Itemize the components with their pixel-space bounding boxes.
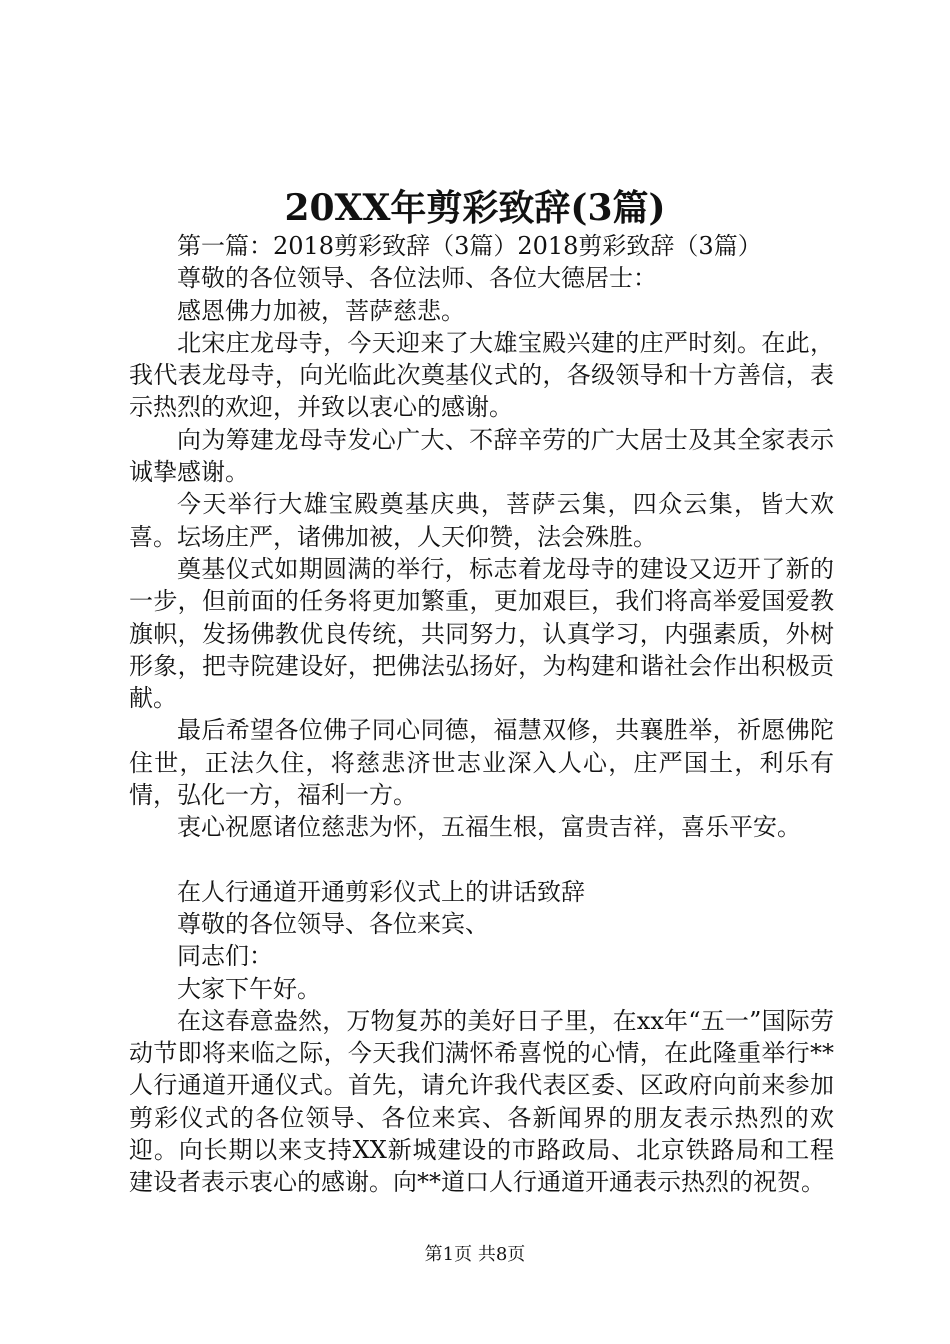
- section-heading: 在人行通道开通剪彩仪式上的讲话致辞: [177, 877, 585, 906]
- document-title: 20XX年剪彩致辞(3篇): [284, 187, 666, 229]
- page-number-footer: 第1页 共8页: [424, 1244, 526, 1265]
- paragraph: 感恩佛力加被，菩萨慈悲。: [177, 296, 465, 325]
- paragraph: 第一篇：2018剪彩致辞（3篇）2018剪彩致辞（3篇）: [177, 232, 762, 260]
- paragraph: 衷心祝愿诸位慈悲为怀，五福生根，富贵吉祥，喜乐平安。: [177, 813, 801, 842]
- paragraph: 最后希望各位佛子同心同德，福慧双修，共襄胜举，祈愿佛陀住世，正法久住，将慈悲济世志业深入人心，庄严国土，利乐有情，弘化一方，福利一方。: [129, 716, 834, 810]
- paragraph: 向为筹建龙母寺发心广大、不辞辛劳的广大居士及其全家表示诚挚感谢。: [129, 425, 834, 487]
- paragraph: 北宋庄龙母寺，今天迎来了大雄宝殿兴建的庄严时刻。在此，我代表龙母寺，向光临此次奠基仪式的，各级领导和十方善信，表示热烈的欢迎，并致以衷心的感谢。: [129, 328, 834, 422]
- paragraph: 在这春意盎然，万物复苏的美好日子里，在xx年“五一”国际劳动节即将来临之际，今天我们满怀希喜悦的心情，在此隆重举行**人行通道开通仪式。首先，请允许我代表区委、区政府向前来参加剪彩仪式的各位领导、各位来宾、各新闻界的朋友表示热烈的欢迎。向长期以来支持XX新城建设的市路政局、北京铁路局和工程建设者表示衷心的感谢。向**道口人行通道开通表示热烈的祝贺。: [129, 1006, 834, 1197]
- paragraph: 同志们：: [177, 942, 273, 971]
- paragraph: 大家下午好。: [177, 974, 321, 1003]
- document-body: [129, 230, 834, 1199]
- section-divider: [129, 844, 834, 876]
- paragraph: 今天举行大雄宝殿奠基庆典，菩萨云集，四众云集，皆大欢喜。坛场庄严，诸佛加被，人天仰赞，法会殊胜。: [129, 490, 834, 551]
- paragraph: 尊敬的各位领导、各位法师、各位大德居士：: [177, 264, 657, 293]
- paragraph: 奠基仪式如期圆满的举行，标志着龙母寺的建设又迈开了新的一步，但前面的任务将更加繁重，更加艰巨，我们将高举爱国爱教旗帜，发扬佛教优良传统，共同努力，认真学习，内强素质，外树形象，把寺院建设好，把佛法弘扬好，为构建和谐社会作出积极贡献。: [129, 554, 834, 713]
- paragraph: 尊敬的各位领导、各位来宾、: [177, 909, 489, 938]
